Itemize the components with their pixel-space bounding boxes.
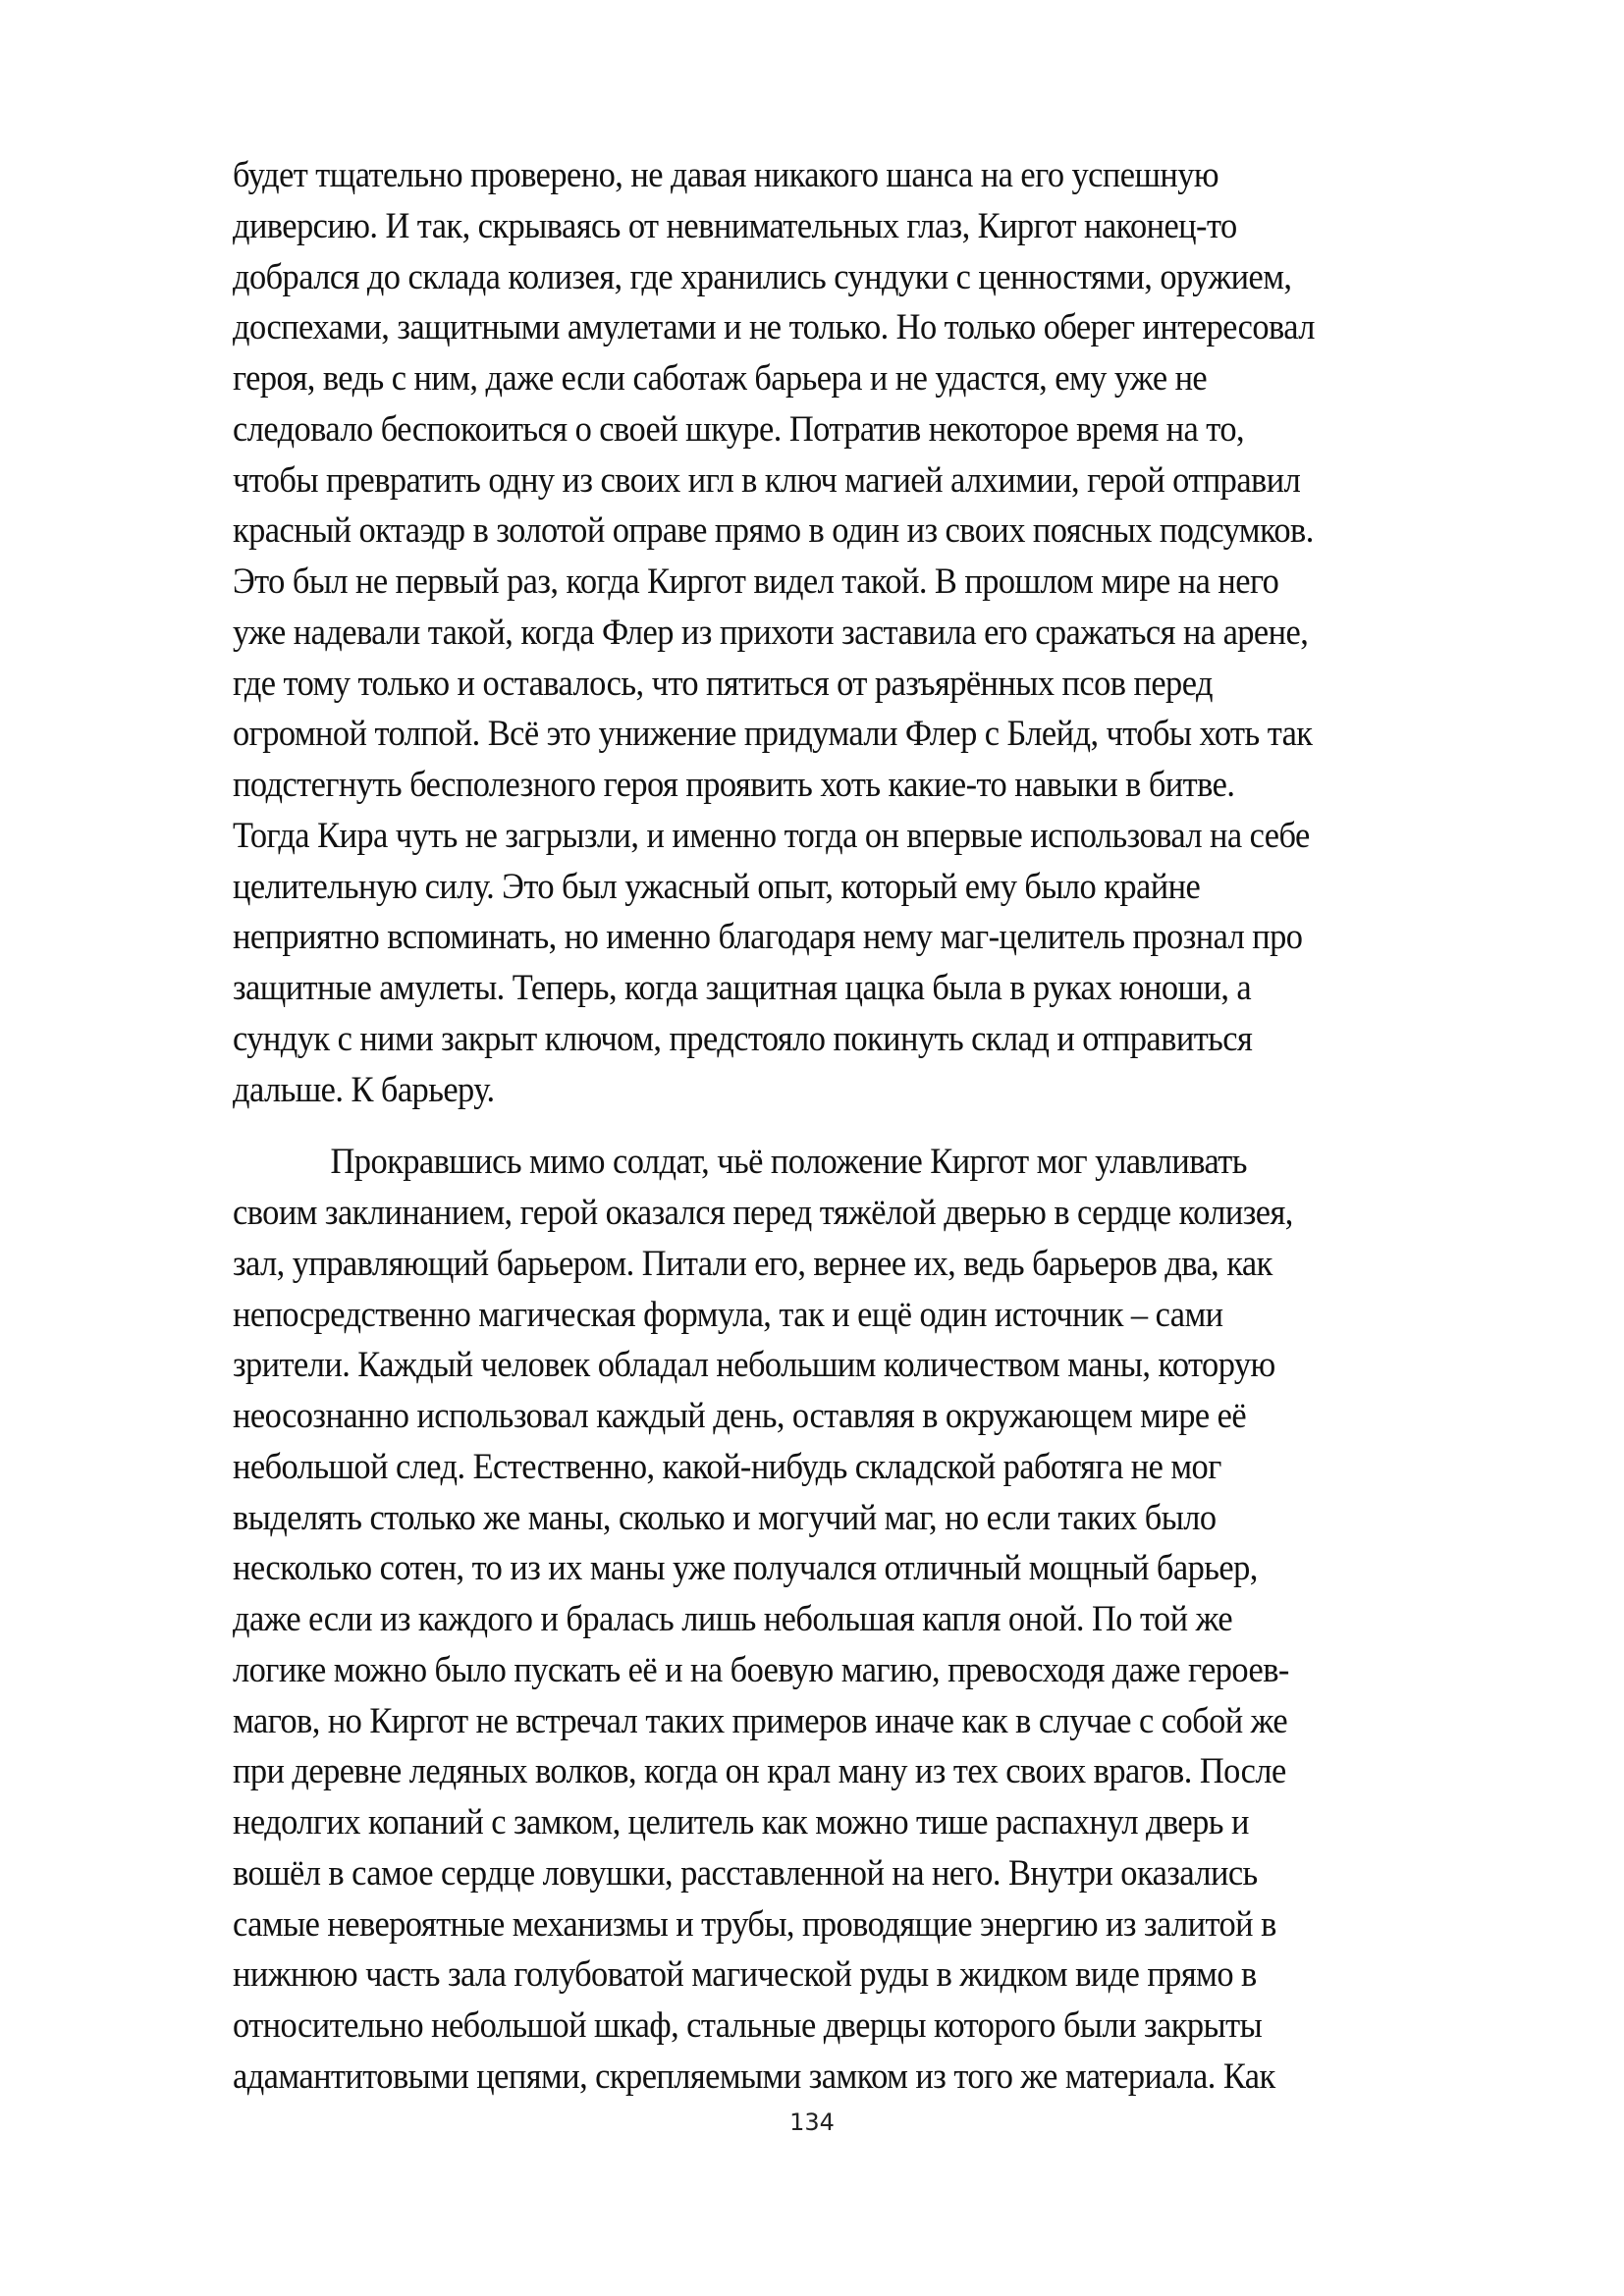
text-line: даже если из каждого и бралась лишь небольшая капля оной. По той же	[233, 1599, 1233, 1639]
text-line: вошёл в самое сердце ловушки, расставленной на него. Внутри оказались	[233, 1852, 1258, 1894]
text-line: нижнюю часть зала голубоватой магической руды в жидком виде прямо в	[233, 1954, 1257, 1996]
text-line: зрители. Каждый человек обладал небольшим количеством маны, которую	[233, 1345, 1275, 1386]
text-line: будет тщательно проверено, не давая никакого шанса на его успешную	[233, 155, 1219, 195]
text-line: героя, ведь с ним, даже если саботаж барьера и не удастся, ему уже не	[233, 358, 1208, 399]
text-line: добрался до склада колизея, где хранились сундуки с ценностями, оружием,	[233, 256, 1292, 297]
text-line: неосознанно использовал каждый день, оставляя в окружающем мире её	[233, 1396, 1247, 1436]
text-line: подстегнуть бесполезного героя проявить хоть какие-то навыки в битве.	[233, 765, 1235, 805]
text-line: защитные амулеты. Теперь, когда защитная цацка была в руках юноши, а	[233, 968, 1252, 1008]
text-line: Это был не первый раз, когда Киргот видел такой. В прошлом мире на него	[233, 561, 1279, 602]
text-line: где тому только и оставалось, что пятиться от разъярённых псов перед	[233, 663, 1213, 704]
text-line: относительно небольшой шкаф, стальные дверцы которого были закрыты	[233, 2005, 1263, 2046]
text-line: дальше. К барьеру.	[233, 1069, 495, 1110]
text-line: небольшой след. Естественно, какой-нибудь складской работяга не мог	[233, 1446, 1221, 1487]
paragraph-spacing	[233, 1115, 1607, 1137]
text-line: диверсию. И так, скрываясь от невнимательных глаз, Киргот наконец-то	[233, 205, 1237, 246]
page-number: 134	[789, 2109, 835, 2136]
text-line: логике можно было пускать её и на боевую магию, превосходя даже героев-	[233, 1649, 1289, 1690]
text-line: несколько сотен, то из их маны уже получался отличный мощный барьер,	[233, 1548, 1258, 1589]
text-line: зал, управляющий барьером. Питали его, вернее их, ведь барьеров два, как	[233, 1243, 1272, 1284]
text-line: самые невероятные механизмы и трубы, проводящие энергию из залитой в	[233, 1903, 1276, 1945]
text-line: магов, но Киргот не встречал таких примеров иначе как в случае с собой же	[233, 1700, 1288, 1741]
text-line: выделять столько же маны, сколько и могучий маг, но если таких было	[233, 1497, 1217, 1538]
paragraph-2	[233, 1137, 1607, 2102]
text-line: сундук с ними закрыт ключом, предстояло покинуть склад и отправиться	[233, 1018, 1253, 1059]
text-line: своим заклинанием, герой оказался перед тяжёлой дверью в сердце колизея,	[233, 1193, 1293, 1233]
text-line: огромной толпой. Всё это унижение придумали Флер с Блейд, чтобы хоть так	[233, 714, 1313, 755]
text-line: уже надевали такой, когда Флер из прихоти заставила его сражаться на арене,	[233, 612, 1309, 653]
text-line: Тогда Кира чуть не загрызли, и именно тогда он впервые использовал на себе	[233, 815, 1310, 856]
text-line: чтобы превратить одну из своих игл в ключ магией алхимии, герой отправил	[233, 459, 1301, 501]
text-line: недолгих копаний с замком, целитель как можно тише распахнул дверь и	[233, 1802, 1249, 1842]
text-line: целительную силу. Это был ужасный опыт, который ему было крайне	[233, 866, 1201, 907]
text-line: непосредственно магическая формула, так и ещё один источник – сами	[233, 1294, 1223, 1335]
text-line: доспехами, защитными амулетами и не только. Но только оберег интересовал	[233, 307, 1315, 348]
text-line: следовало беспокоиться о своей шкуре. Потратив некоторое время на то,	[233, 408, 1245, 450]
text-line: красный октаэдр в золотой оправе прямо в один из своих поясных подсумков.	[233, 510, 1314, 552]
body-text	[233, 150, 1607, 2103]
text-line-indented: Прокравшись мимо солдат, чьё положение Киргот мог улавливать	[330, 1142, 1247, 1183]
text-line: адамантитовыми цепями, скрепляемыми замком из того же материала. Как	[233, 2056, 1275, 2097]
text-line: неприятно вспоминать, но именно благодаря нему маг-целитель прознал про	[233, 917, 1303, 958]
paragraph-1	[233, 150, 1607, 1115]
text-line: при деревне ледяных волков, когда он крал ману из тех своих врагов. После	[233, 1751, 1286, 1792]
